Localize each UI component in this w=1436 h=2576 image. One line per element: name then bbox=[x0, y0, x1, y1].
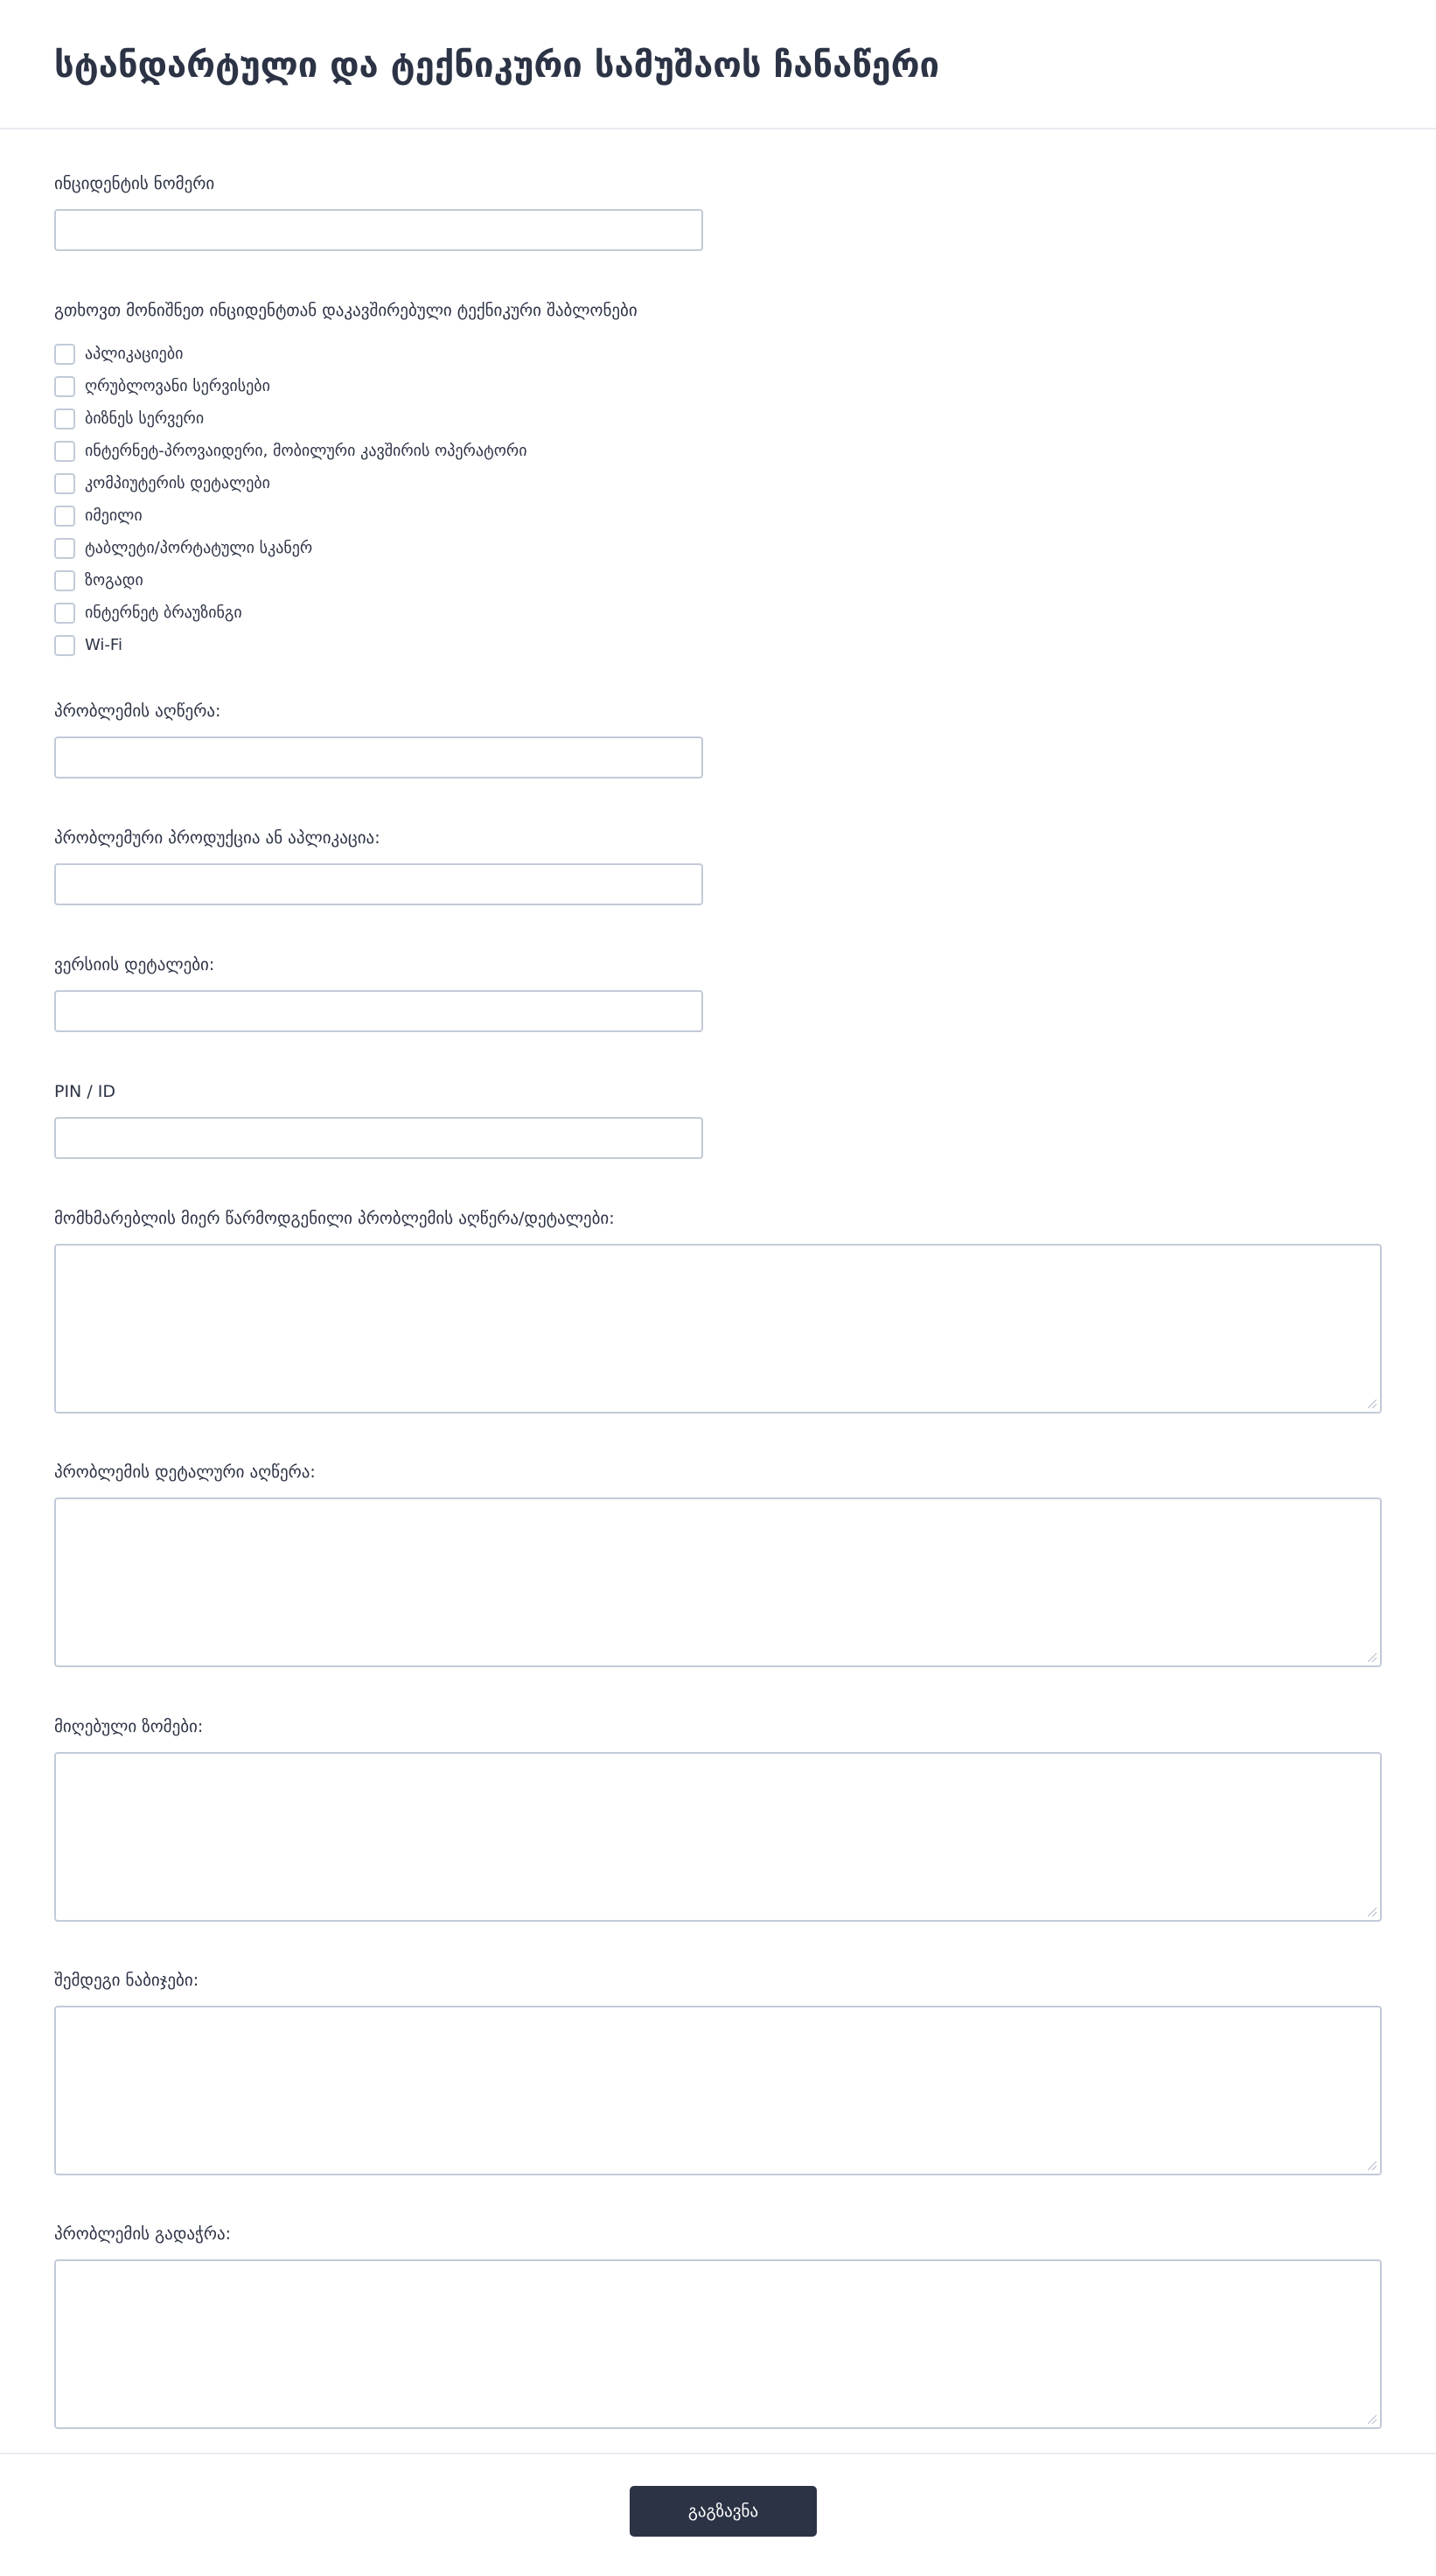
user-problem-details-label: მომხმარებლის მიერ წარმოდგენილი პრობლემის აღწერა/დეტალები: bbox=[54, 1209, 615, 1228]
checkbox[interactable] bbox=[54, 506, 75, 527]
detailed-problem-textarea[interactable] bbox=[54, 1497, 1382, 1667]
template-option-business-server[interactable] bbox=[54, 402, 527, 435]
checkbox[interactable] bbox=[54, 603, 75, 624]
detailed-problem-label: პრობლემის დეტალური აღწერა: bbox=[54, 1463, 316, 1482]
next-steps-textarea[interactable] bbox=[54, 2006, 1382, 2175]
checkbox-label: ბიზნეს სერვერი bbox=[85, 408, 205, 428]
version-details-label: ვერსიის დეტალები: bbox=[54, 955, 215, 974]
checkbox[interactable] bbox=[54, 570, 75, 591]
resize-handle-icon[interactable] bbox=[1368, 1400, 1377, 1408]
actions-taken-field bbox=[54, 1715, 203, 1738]
template-option-isp-mobile-operator[interactable] bbox=[54, 435, 527, 467]
actions-taken-label: მიღებული ზომები: bbox=[54, 1717, 204, 1736]
incident-number-label: ინციდენტის ნომერი bbox=[54, 174, 215, 193]
checkbox[interactable] bbox=[54, 408, 75, 429]
incident-number-field bbox=[54, 172, 214, 195]
template-checkbox-list bbox=[54, 338, 527, 661]
form-header bbox=[0, 0, 1436, 129]
problem-product-label: პრობლემური პროდუქცია ან აპლიკაცია: bbox=[54, 828, 380, 848]
checkbox[interactable] bbox=[54, 376, 75, 397]
resize-handle-icon[interactable] bbox=[1368, 2161, 1377, 2170]
user-problem-details-field bbox=[54, 1207, 615, 1230]
problem-product-field bbox=[54, 827, 380, 849]
checkbox[interactable] bbox=[54, 538, 75, 559]
problem-resolution-field bbox=[54, 2223, 231, 2245]
next-steps-label: შემდეგი ნაბიჯები: bbox=[54, 1971, 199, 1990]
template-option-cloud-services[interactable] bbox=[54, 370, 527, 402]
template-option-general[interactable] bbox=[54, 564, 527, 597]
checkbox-label: კომპიუტერის დეტალები bbox=[85, 473, 271, 492]
form-footer bbox=[0, 2453, 1436, 2576]
template-option-computer-details[interactable] bbox=[54, 467, 527, 499]
checkbox-label: იმეილი bbox=[85, 506, 143, 525]
checkbox-label: ტაბლეტი/პორტატული სკანერ bbox=[85, 538, 313, 557]
template-option-applications[interactable] bbox=[54, 338, 527, 370]
submit-button[interactable]: გაგზავნა bbox=[630, 2486, 817, 2537]
problem-description-input[interactable] bbox=[54, 736, 703, 778]
problem-resolution-textarea[interactable] bbox=[54, 2259, 1382, 2429]
next-steps-field bbox=[54, 1969, 199, 1992]
problem-resolution-label: პრობლემის გადაჭრა: bbox=[54, 2224, 232, 2244]
incident-number-input[interactable] bbox=[54, 209, 703, 251]
form-title: სტანდარტული და ტექნიკური სამუშაოს ჩანაწერი bbox=[54, 45, 940, 86]
version-details-input[interactable] bbox=[54, 990, 703, 1032]
detailed-problem-field bbox=[54, 1461, 316, 1483]
version-details-field bbox=[54, 953, 214, 976]
checkbox-label: ინტერნეტ-პროვაიდერი, მობილური კავშირის ოპერატორი bbox=[85, 441, 527, 460]
pin-id-label: PIN / ID bbox=[54, 1082, 115, 1101]
resize-handle-icon[interactable] bbox=[1368, 1653, 1377, 1662]
checkbox[interactable] bbox=[54, 441, 75, 462]
actions-taken-textarea[interactable] bbox=[54, 1752, 1382, 1922]
problem-description-field bbox=[54, 700, 220, 723]
checkbox-label: აპლიკაციები bbox=[85, 344, 184, 363]
checkbox-label: Wi-Fi bbox=[85, 635, 122, 654]
template-option-email[interactable] bbox=[54, 499, 527, 532]
template-option-wifi[interactable] bbox=[54, 629, 527, 661]
pin-id-field bbox=[54, 1080, 115, 1103]
template-option-tablet-scanner[interactable] bbox=[54, 532, 527, 564]
checkbox[interactable] bbox=[54, 635, 75, 656]
checkbox[interactable] bbox=[54, 344, 75, 365]
templates-label: გთხოვთ მონიშნეთ ინციდენტთან დაკავშირებული ტექნიკური შაბლონები bbox=[54, 301, 638, 320]
template-option-internet-browsing[interactable] bbox=[54, 597, 527, 629]
resize-handle-icon[interactable] bbox=[1368, 1908, 1377, 1916]
pin-id-input[interactable] bbox=[54, 1117, 703, 1159]
checkbox-label: ღრუბლოვანი სერვისები bbox=[85, 376, 270, 395]
resize-handle-icon[interactable] bbox=[1368, 2415, 1377, 2424]
problem-description-label: პრობლემის აღწერა: bbox=[54, 702, 221, 721]
problem-product-input[interactable] bbox=[54, 863, 703, 905]
checkbox-label: ინტერნეტ ბრაუზინგი bbox=[85, 603, 242, 622]
user-problem-details-textarea[interactable] bbox=[54, 1244, 1382, 1414]
checkbox-label: ზოგადი bbox=[85, 570, 143, 590]
checkbox[interactable] bbox=[54, 473, 75, 494]
templates-field bbox=[54, 299, 638, 654]
